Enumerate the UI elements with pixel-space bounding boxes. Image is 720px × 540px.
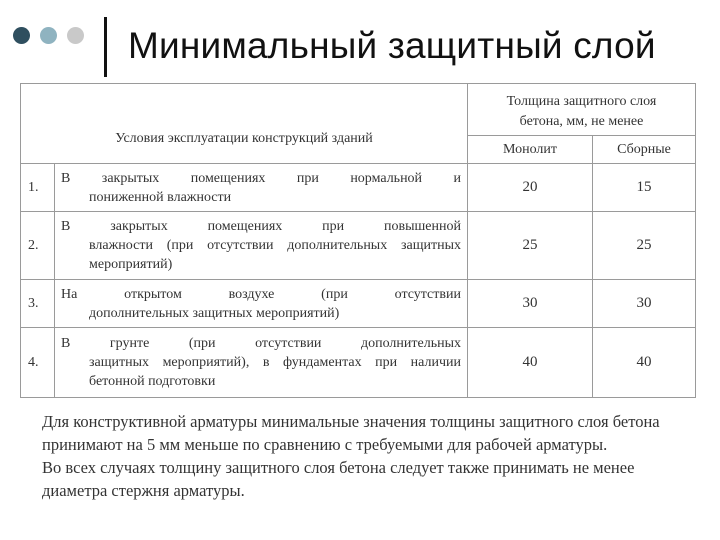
header-thickness	[468, 84, 696, 136]
header-conditions	[21, 84, 468, 164]
title-divider	[104, 17, 107, 77]
row-precast-value: 25	[593, 212, 696, 280]
subheader-precast: Сборные	[593, 136, 696, 164]
header-thickness-line-1: Толщина защитного слоя	[506, 93, 657, 109]
blue-dot-icon	[40, 27, 57, 44]
row-monolith-value: 25	[468, 212, 593, 280]
row-condition	[55, 164, 468, 212]
table-row	[21, 280, 696, 328]
table-row	[21, 164, 696, 212]
row-precast-value: 30	[593, 280, 696, 328]
row-condition	[55, 328, 468, 398]
notes-block	[30, 410, 695, 502]
row-monolith-value: 20	[468, 164, 593, 212]
row-number: 2.	[21, 212, 55, 280]
row-condition-continuation: пониженной влажности	[89, 189, 232, 205]
row-condition-continuation: влажности (при отсутствии дополнительных защитных мероприятий)	[89, 238, 461, 272]
row-condition-line: На открытом воздухе (при отсутствии	[61, 286, 461, 302]
row-condition	[55, 212, 468, 280]
row-number: 4.	[21, 328, 55, 398]
table-row	[21, 212, 696, 280]
note-paragraph: Для конструктивной арматуры минимальные значения толщины защитного слоя бетона принимают на 5 мм меньше по сравнению с требуемыми для рабочей арматуры.	[42, 412, 660, 454]
table-header-row	[21, 84, 696, 136]
grey-dot-icon	[67, 27, 84, 44]
table-row	[21, 328, 696, 398]
row-monolith-value: 40	[468, 328, 593, 398]
row-condition-line: В грунте (при отсутствии дополнительных	[61, 336, 461, 351]
header-conditions-label: Условия эксплуатации конструкций зданий	[115, 130, 373, 146]
row-condition	[55, 280, 468, 328]
row-condition-line: В закрытых помещениях при нормальной и	[61, 170, 461, 186]
page-title: Минимальный защитный слой	[128, 25, 656, 66]
subheader-monolith: Монолит	[468, 136, 593, 164]
row-condition-line: В закрытых помещениях при повышенной	[61, 219, 461, 234]
header-thickness-line-2: бетона, мм, не менее	[519, 113, 644, 129]
dark-dot-icon	[13, 27, 30, 44]
row-number: 1.	[21, 164, 55, 212]
row-number: 3.	[21, 280, 55, 328]
protective-layer-table	[20, 83, 696, 398]
note-paragraph: Во всех случаях толщину защитного слоя бетона следует также принимать не менее диаметра стержня арматуры.	[42, 458, 635, 500]
row-monolith-value: 30	[468, 280, 593, 328]
row-condition-continuation: дополнительных защитных мероприятий)	[89, 305, 340, 321]
row-precast-value: 40	[593, 328, 696, 398]
row-condition-continuation: защитных мероприятий), в фундаментах при наличии бетонной подготовки	[89, 355, 461, 389]
row-precast-value: 15	[593, 164, 696, 212]
